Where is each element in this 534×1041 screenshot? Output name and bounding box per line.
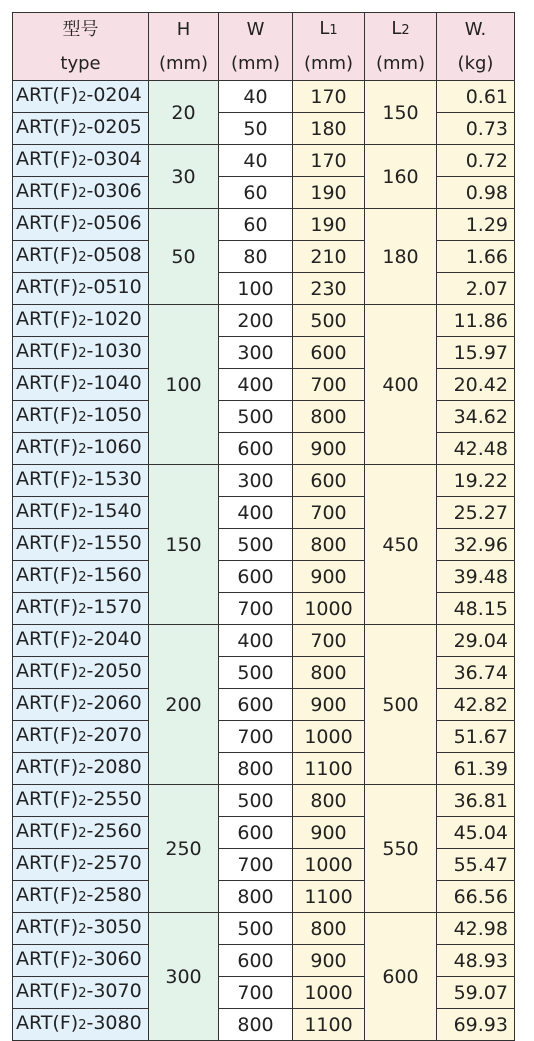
type-cell: [13, 305, 149, 337]
table-row: [13, 913, 515, 945]
w-cell: 700: [219, 849, 293, 881]
type-subscript: 2: [78, 986, 87, 1001]
table-row: [13, 241, 515, 273]
type-cell: [13, 465, 149, 497]
type-subscript: 2: [78, 282, 87, 297]
table-row: [13, 81, 515, 113]
type-subscript: 2: [78, 826, 87, 841]
weight-cell: 36.81: [437, 785, 515, 817]
type-code: -0205: [86, 116, 142, 138]
l2-cell: 500: [365, 625, 437, 785]
type-cell: [13, 753, 149, 785]
type-code: -0510: [86, 276, 142, 298]
l1-cell: 800: [293, 529, 365, 561]
table-row: [13, 113, 515, 145]
weight-cell: 45.04: [437, 817, 515, 849]
weight-cell: 36.74: [437, 657, 515, 689]
table-row: [13, 177, 515, 209]
type-code: -1570: [86, 596, 142, 618]
h-cell: 50: [149, 209, 219, 305]
l1-cell: 1100: [293, 753, 365, 785]
l2-cell: 400: [365, 305, 437, 465]
weight-cell: 42.48: [437, 433, 515, 465]
type-cell: [13, 241, 149, 273]
header-l1-unit: (mm): [293, 47, 365, 81]
table-row: [13, 657, 515, 689]
l1-cell: 170: [293, 145, 365, 177]
table-row: [13, 753, 515, 785]
type-code: -3070: [86, 980, 142, 1002]
type-code: -1550: [86, 532, 142, 554]
weight-cell: 42.98: [437, 913, 515, 945]
l1-cell: 900: [293, 689, 365, 721]
weight-cell: 20.42: [437, 369, 515, 401]
weight-cell: 48.15: [437, 593, 515, 625]
type-subscript: 2: [78, 154, 87, 169]
w-cell: 400: [219, 369, 293, 401]
table-row: [13, 721, 515, 753]
type-subscript: 2: [78, 954, 87, 969]
weight-cell: 32.96: [437, 529, 515, 561]
type-code: -2070: [86, 724, 142, 746]
l2-cell: 180: [365, 209, 437, 305]
w-cell: 600: [219, 817, 293, 849]
type-prefix: ART(F): [16, 340, 79, 362]
weight-cell: 15.97: [437, 337, 515, 369]
l1-cell: 210: [293, 241, 365, 273]
type-subscript: 2: [78, 410, 87, 425]
w-cell: 300: [219, 465, 293, 497]
header-l1-letter: L: [319, 18, 330, 39]
type-code: -0306: [86, 180, 142, 202]
l1-cell: 230: [293, 273, 365, 305]
header-h-unit: (mm): [149, 47, 219, 81]
header-l2-sub: 2: [401, 23, 410, 38]
type-code: -1040: [86, 372, 142, 394]
type-prefix: ART(F): [16, 628, 79, 650]
l2-cell: 150: [365, 81, 437, 145]
weight-cell: 55.47: [437, 849, 515, 881]
weight-cell: 1.29: [437, 209, 515, 241]
type-code: -3050: [86, 916, 142, 938]
w-cell: 500: [219, 657, 293, 689]
type-cell: [13, 145, 149, 177]
type-prefix: ART(F): [16, 596, 79, 618]
type-subscript: 2: [78, 1018, 87, 1033]
type-cell: [13, 497, 149, 529]
weight-cell: 34.62: [437, 401, 515, 433]
type-code: -1540: [86, 500, 142, 522]
l1-cell: 500: [293, 305, 365, 337]
l1-cell: 600: [293, 337, 365, 369]
type-prefix: ART(F): [16, 884, 79, 906]
type-prefix: ART(F): [16, 244, 79, 266]
header-l1: [293, 13, 365, 48]
w-cell: 500: [219, 401, 293, 433]
table-row: [13, 561, 515, 593]
type-prefix: ART(F): [16, 660, 79, 682]
table-row: [13, 337, 515, 369]
type-prefix: ART(F): [16, 308, 79, 330]
weight-cell: 19.22: [437, 465, 515, 497]
type-subscript: 2: [78, 666, 87, 681]
type-prefix: ART(F): [16, 436, 79, 458]
type-subscript: 2: [78, 570, 87, 585]
table-row: [13, 305, 515, 337]
weight-cell: 11.86: [437, 305, 515, 337]
l1-cell: 1100: [293, 1009, 365, 1041]
l1-cell: 800: [293, 913, 365, 945]
w-cell: 500: [219, 529, 293, 561]
weight-cell: 61.39: [437, 753, 515, 785]
l1-cell: 700: [293, 497, 365, 529]
type-cell: [13, 945, 149, 977]
table-row: [13, 689, 515, 721]
type-cell: [13, 913, 149, 945]
w-cell: 200: [219, 305, 293, 337]
type-code: -2550: [86, 788, 142, 810]
type-subscript: 2: [78, 602, 87, 617]
table-row: [13, 145, 515, 177]
w-cell: 300: [219, 337, 293, 369]
header-row-units: [13, 47, 515, 81]
weight-cell: 29.04: [437, 625, 515, 657]
w-cell: 100: [219, 273, 293, 305]
table-row: [13, 849, 515, 881]
type-cell: [13, 433, 149, 465]
header-l2-letter: L: [391, 18, 402, 39]
type-prefix: ART(F): [16, 276, 79, 298]
type-subscript: 2: [78, 794, 87, 809]
type-subscript: 2: [78, 538, 87, 553]
w-cell: 60: [219, 209, 293, 241]
type-cell: [13, 593, 149, 625]
h-cell: 20: [149, 81, 219, 145]
type-code: -2570: [86, 852, 142, 874]
l1-cell: 900: [293, 561, 365, 593]
type-prefix: ART(F): [16, 788, 79, 810]
w-cell: 800: [219, 753, 293, 785]
h-cell: 150: [149, 465, 219, 625]
type-subscript: 2: [78, 922, 87, 937]
w-cell: 600: [219, 945, 293, 977]
type-cell: [13, 1009, 149, 1041]
type-subscript: 2: [78, 314, 87, 329]
type-code: -1060: [86, 436, 142, 458]
type-code: -2050: [86, 660, 142, 682]
type-code: -2580: [86, 884, 142, 906]
w-cell: 600: [219, 689, 293, 721]
weight-cell: 66.56: [437, 881, 515, 913]
type-subscript: 2: [78, 250, 87, 265]
l1-cell: 900: [293, 433, 365, 465]
type-subscript: 2: [78, 634, 87, 649]
l1-cell: 700: [293, 369, 365, 401]
header-w: W: [219, 13, 293, 48]
l1-cell: 1000: [293, 977, 365, 1009]
header-l2: [365, 13, 437, 48]
type-code: -0204: [86, 84, 142, 106]
table-row: [13, 433, 515, 465]
w-cell: 700: [219, 721, 293, 753]
w-cell: 80: [219, 241, 293, 273]
type-subscript: 2: [78, 858, 87, 873]
table-row: [13, 625, 515, 657]
type-prefix: ART(F): [16, 468, 79, 490]
l1-cell: 800: [293, 401, 365, 433]
type-prefix: ART(F): [16, 916, 79, 938]
type-subscript: 2: [78, 378, 87, 393]
w-cell: 700: [219, 593, 293, 625]
table-row: [13, 497, 515, 529]
weight-cell: 0.72: [437, 145, 515, 177]
l1-cell: 800: [293, 785, 365, 817]
type-cell: [13, 337, 149, 369]
weight-cell: 42.82: [437, 689, 515, 721]
l1-cell: 180: [293, 113, 365, 145]
w-cell: 40: [219, 81, 293, 113]
type-code: -1020: [86, 308, 142, 330]
type-prefix: ART(F): [16, 148, 79, 170]
type-cell: [13, 273, 149, 305]
l1-cell: 900: [293, 945, 365, 977]
w-cell: 600: [219, 561, 293, 593]
type-subscript: 2: [78, 122, 87, 137]
type-subscript: 2: [78, 762, 87, 777]
weight-cell: 25.27: [437, 497, 515, 529]
type-cell: [13, 209, 149, 241]
type-subscript: 2: [78, 442, 87, 457]
type-prefix: ART(F): [16, 532, 79, 554]
type-cell: [13, 721, 149, 753]
w-cell: 600: [219, 433, 293, 465]
type-cell: [13, 625, 149, 657]
type-subscript: 2: [78, 90, 87, 105]
table-row: [13, 465, 515, 497]
l2-cell: 450: [365, 465, 437, 625]
table-row: [13, 369, 515, 401]
type-cell: [13, 177, 149, 209]
weight-cell: 1.66: [437, 241, 515, 273]
type-code: -1530: [86, 468, 142, 490]
h-cell: 300: [149, 913, 219, 1041]
type-prefix: ART(F): [16, 212, 79, 234]
l1-cell: 170: [293, 81, 365, 113]
h-cell: 100: [149, 305, 219, 465]
type-cell: [13, 369, 149, 401]
type-subscript: 2: [78, 730, 87, 745]
header-type-cn: 型号: [13, 13, 149, 48]
type-cell: [13, 689, 149, 721]
type-code: -3060: [86, 948, 142, 970]
header-h: H: [149, 13, 219, 48]
h-cell: 250: [149, 785, 219, 913]
l1-cell: 1000: [293, 849, 365, 881]
type-subscript: 2: [78, 218, 87, 233]
type-cell: [13, 561, 149, 593]
l1-cell: 900: [293, 817, 365, 849]
type-code: -2060: [86, 692, 142, 714]
header-weight-unit: (kg): [437, 47, 515, 81]
type-cell: [13, 657, 149, 689]
table-row: [13, 881, 515, 913]
w-cell: 400: [219, 497, 293, 529]
type-subscript: 2: [78, 346, 87, 361]
l2-cell: 550: [365, 785, 437, 913]
table-row: [13, 817, 515, 849]
w-cell: 700: [219, 977, 293, 1009]
type-prefix: ART(F): [16, 84, 79, 106]
weight-cell: 39.48: [437, 561, 515, 593]
w-cell: 500: [219, 785, 293, 817]
table-row: [13, 785, 515, 817]
type-code: -1560: [86, 564, 142, 586]
l1-cell: 190: [293, 177, 365, 209]
type-cell: [13, 977, 149, 1009]
type-cell: [13, 817, 149, 849]
l1-cell: 1000: [293, 593, 365, 625]
type-prefix: ART(F): [16, 820, 79, 842]
table-body: [13, 81, 515, 1041]
weight-cell: 69.93: [437, 1009, 515, 1041]
type-prefix: ART(F): [16, 948, 79, 970]
header-type-en: type: [13, 47, 149, 81]
spec-table: [12, 12, 515, 1041]
w-cell: 800: [219, 881, 293, 913]
w-cell: 500: [219, 913, 293, 945]
weight-cell: 51.67: [437, 721, 515, 753]
type-cell: [13, 849, 149, 881]
type-code: -2040: [86, 628, 142, 650]
type-prefix: ART(F): [16, 724, 79, 746]
table-row: [13, 209, 515, 241]
header-w-unit: (mm): [219, 47, 293, 81]
table-row: [13, 945, 515, 977]
h-cell: 30: [149, 145, 219, 209]
w-cell: 800: [219, 1009, 293, 1041]
table-row: [13, 401, 515, 433]
weight-cell: 0.98: [437, 177, 515, 209]
l1-cell: 700: [293, 625, 365, 657]
type-prefix: ART(F): [16, 756, 79, 778]
type-code: -3080: [86, 1012, 142, 1034]
table-row: [13, 593, 515, 625]
type-code: -0506: [86, 212, 142, 234]
type-cell: [13, 401, 149, 433]
w-cell: 40: [219, 145, 293, 177]
weight-cell: 0.73: [437, 113, 515, 145]
h-cell: 200: [149, 625, 219, 785]
table-row: [13, 529, 515, 561]
type-cell: [13, 881, 149, 913]
type-cell: [13, 785, 149, 817]
type-subscript: 2: [78, 506, 87, 521]
l2-cell: 160: [365, 145, 437, 209]
l1-cell: 1000: [293, 721, 365, 753]
header-l1-sub: 1: [329, 23, 338, 38]
table-row: [13, 1009, 515, 1041]
l1-cell: 190: [293, 209, 365, 241]
type-prefix: ART(F): [16, 116, 79, 138]
type-code: -2560: [86, 820, 142, 842]
w-cell: 50: [219, 113, 293, 145]
type-code: -0304: [86, 148, 142, 170]
type-prefix: ART(F): [16, 180, 79, 202]
header-l2-unit: (mm): [365, 47, 437, 81]
type-cell: [13, 529, 149, 561]
w-cell: 400: [219, 625, 293, 657]
weight-cell: 48.93: [437, 945, 515, 977]
weight-cell: 0.61: [437, 81, 515, 113]
type-code: -2080: [86, 756, 142, 778]
type-code: -1030: [86, 340, 142, 362]
table-row: [13, 273, 515, 305]
type-subscript: 2: [78, 474, 87, 489]
type-subscript: 2: [78, 186, 87, 201]
type-cell: [13, 113, 149, 145]
w-cell: 60: [219, 177, 293, 209]
header-row-labels: [13, 13, 515, 48]
weight-cell: 59.07: [437, 977, 515, 1009]
weight-cell: 2.07: [437, 273, 515, 305]
type-prefix: ART(F): [16, 692, 79, 714]
type-subscript: 2: [78, 890, 87, 905]
type-prefix: ART(F): [16, 500, 79, 522]
type-prefix: ART(F): [16, 1012, 79, 1034]
type-code: -0508: [86, 244, 142, 266]
type-prefix: ART(F): [16, 980, 79, 1002]
header-weight: W.: [437, 13, 515, 48]
type-prefix: ART(F): [16, 852, 79, 874]
type-prefix: ART(F): [16, 404, 79, 426]
l1-cell: 800: [293, 657, 365, 689]
l1-cell: 1100: [293, 881, 365, 913]
l2-cell: 600: [365, 913, 437, 1041]
type-cell: [13, 81, 149, 113]
type-code: -1050: [86, 404, 142, 426]
type-subscript: 2: [78, 698, 87, 713]
table-header: [13, 13, 515, 81]
type-prefix: ART(F): [16, 564, 79, 586]
table-row: [13, 977, 515, 1009]
type-prefix: ART(F): [16, 372, 79, 394]
l1-cell: 600: [293, 465, 365, 497]
